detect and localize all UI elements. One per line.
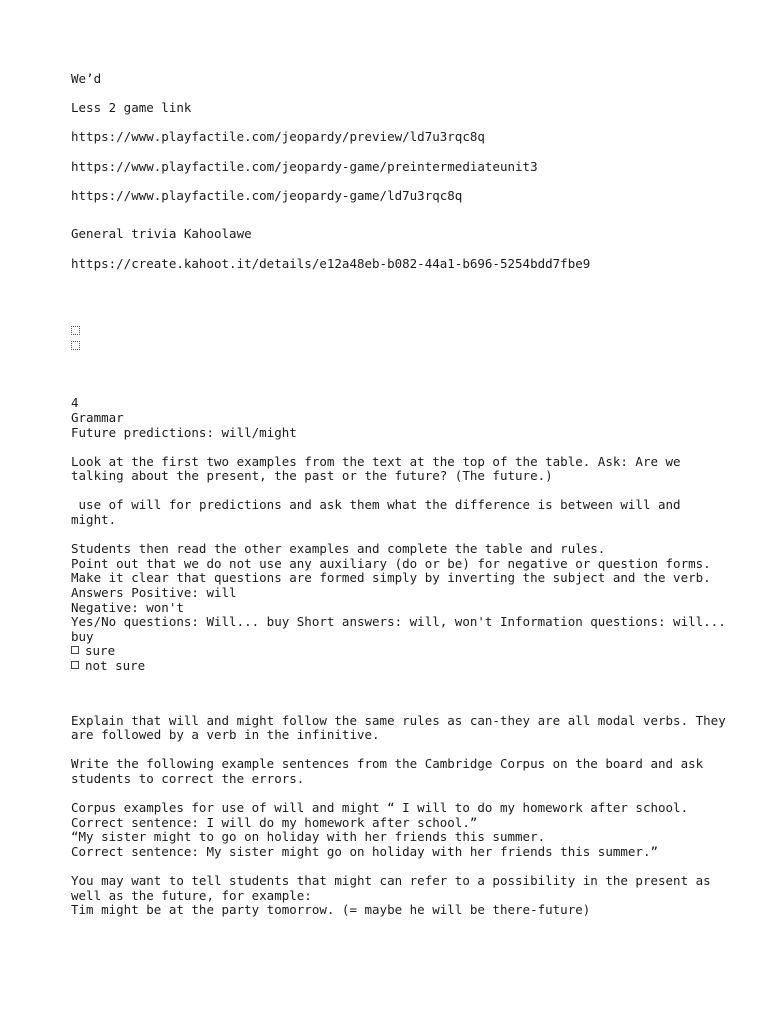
spacer [71,674,731,714]
spacer [71,145,731,160]
link-jeopardy-preview[interactable]: https://www.playfactile.com/jeopardy/preview/ld7u3rqc8q [71,129,485,145]
lesson-section: Grammar [71,409,124,425]
missing-glyph-1 [71,323,731,338]
missing-char-icon [71,326,80,335]
bullet-sure [71,644,731,659]
answers-positive: Answers Positive: will [71,585,237,601]
spacer [71,440,731,455]
checkbox-bullet-icon [71,646,79,654]
paragraph-corpus-instructions: Write the following example sentences from the Cambridge Corpus on the board and ask students to correct the errors. [71,756,711,786]
bullet-label: sure [85,643,116,659]
missing-char-icon [71,341,80,350]
spacer [71,242,731,257]
paragraph-intro: Look at the first two examples from the text at the top of the table. Ask: Are we talking about the present, the past or the future? (The future.) [71,453,689,484]
corpus-example-2: “My sister might to go on holiday with her friends this summer. [71,829,546,845]
bullet-label: not sure [85,658,146,673]
paragraph-modal-verbs: Explain that will and might follow the same rules as can-they are all modal verbs. They are followed by a verb in the infinitive. [71,712,734,743]
spacer [71,743,731,758]
corpus-example-1: Corpus examples for use of will and might “ I will to do my homework after school. [71,800,689,816]
link-jeopardy-game[interactable]: https://www.playfactile.com/jeopardy-game/ld7u3rqc8q [71,187,463,203]
spacer [71,787,731,802]
spacer [71,116,731,131]
paragraph-might-example: Tim might be at the party tomorrow. (= maybe he will be there-future) [71,902,591,918]
spacer [71,860,731,875]
document-body [71,71,734,918]
spacer [71,528,731,543]
spacer [71,87,731,102]
spacer [71,352,731,396]
paragraph-students-read: Students then read the other examples and complete the table and rules. [71,541,606,557]
answers-questions: Yes/No questions: Will... buy Short answers: will, won't Information questions: will... buy [71,614,734,644]
header-title: We’d [71,71,102,86]
paragraph-will-use: use of will for predictions and ask them what the difference is between will and might. [71,497,689,528]
corpus-correct-1: Correct sentence: I will do my homework after school.” [71,814,478,830]
missing-glyph-2 [71,338,731,353]
paragraph-auxiliary: Point out that we do not use any auxiliary (do or be) for negative or question forms. Make it clear that questions are formed simply by inverting the subject and the verb. [71,555,719,586]
spacer [71,484,731,499]
checkbox-bullet-icon [71,661,79,669]
spacer [71,174,731,189]
link-jeopardy-preintermediate[interactable]: https://www.playfactile.com/jeopardy-game/preintermediateunit3 [71,158,538,174]
lesson-number: 4 [71,395,79,411]
corpus-correct-2: Correct sentence: My sister might go on holiday with her friends this summer.” [71,843,658,859]
lesson-topic: Future predictions: will/might [71,424,297,440]
answers-negative: Negative: won't [71,599,184,615]
spacer [71,203,731,227]
header-subtitle: Less 2 game link [71,100,192,116]
trivia-label: General trivia Kahoolawe [71,226,252,242]
paragraph-might-present: You may want to tell students that might can refer to a possibility in the present as well as the future, for example: [71,873,719,903]
spacer [71,271,731,323]
bullet-not-sure [71,659,731,674]
link-kahoot[interactable]: https://create.kahoot.it/details/e12a48eb-b082-44a1-b696-5254bdd7fbe9 [71,255,591,271]
